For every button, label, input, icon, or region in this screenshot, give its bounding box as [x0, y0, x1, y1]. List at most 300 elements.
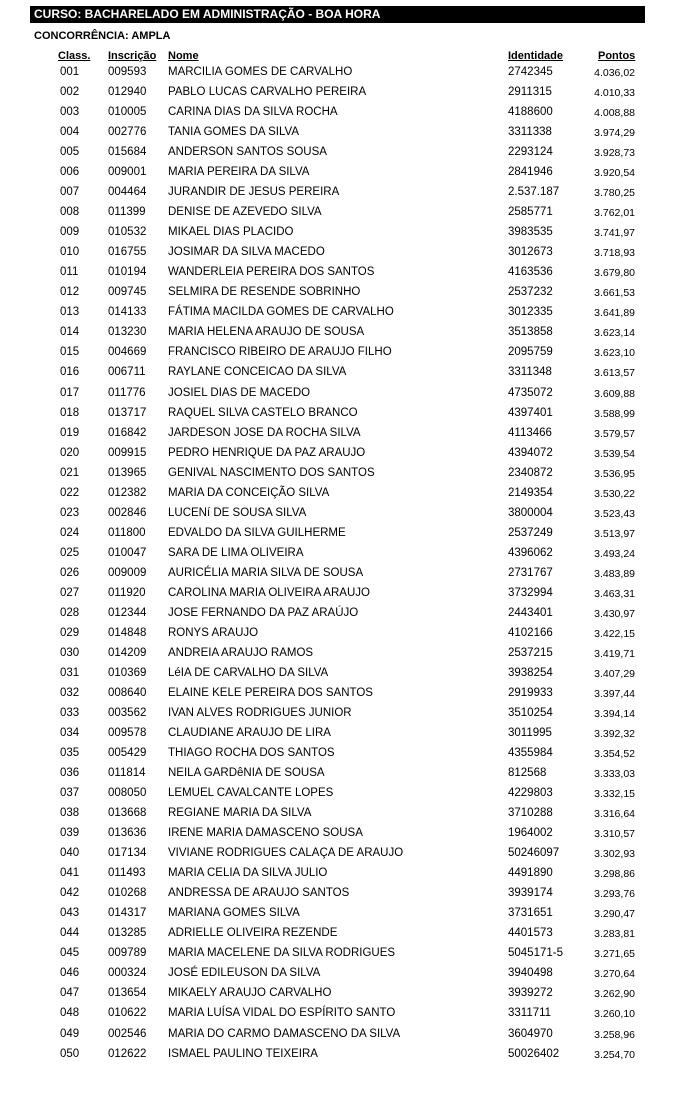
cell-identidade: 3710288 [508, 807, 553, 820]
cell-inscricao: 014209 [108, 646, 147, 659]
cell-nome: MARIA MACELENE DA SILVA RODRIGUES [168, 947, 396, 960]
cell-identidade: 3012673 [508, 246, 553, 259]
header-identidade: Identidade [508, 50, 564, 62]
cell-identidade: 2340872 [508, 466, 553, 479]
cell-pontos: 3.260,10 [594, 1008, 635, 1021]
header-inscricao: Inscrição [108, 50, 157, 62]
cell-identidade: 3731651 [508, 907, 553, 920]
cell-classificacao: 037 [60, 787, 80, 800]
table-row [0, 744, 700, 764]
cell-inscricao: 014848 [108, 626, 147, 639]
cell-pontos: 3.407,29 [594, 667, 635, 680]
cell-classificacao: 014 [60, 326, 80, 339]
cell-pontos: 3.397,44 [594, 687, 635, 700]
cell-identidade: 50246097 [508, 847, 560, 860]
cell-nome: MARIANA GOMES SILVA [168, 907, 300, 920]
cell-inscricao: 013285 [108, 927, 147, 940]
cell-classificacao: 020 [60, 446, 80, 459]
header-class: Class. [58, 50, 91, 62]
results-table [0, 63, 700, 1065]
cell-classificacao: 006 [60, 166, 80, 179]
table-row [0, 544, 700, 564]
cell-classificacao: 003 [60, 106, 80, 119]
table-row [0, 844, 700, 864]
cell-pontos: 3.530,22 [594, 487, 635, 500]
table-row [0, 384, 700, 404]
cell-inscricao: 002846 [108, 506, 147, 519]
cell-pontos: 3.579,57 [594, 427, 635, 440]
cell-identidade: 4735072 [508, 386, 553, 399]
cell-pontos: 3.780,25 [594, 187, 635, 200]
cell-inscricao: 009789 [108, 947, 147, 960]
cell-nome: NEILA GARDêNIA DE SOUSA [168, 767, 325, 780]
cell-inscricao: 013717 [108, 406, 147, 419]
cell-classificacao: 007 [60, 186, 80, 199]
cell-classificacao: 023 [60, 506, 80, 519]
table-row [0, 984, 700, 1004]
cell-pontos: 3.333,03 [594, 768, 635, 781]
cell-nome: MARIA CELIA DA SILVA JULIO [168, 867, 328, 880]
cell-inscricao: 013668 [108, 807, 147, 820]
table-row [0, 223, 700, 243]
cell-identidade: 1964002 [508, 827, 553, 840]
cell-inscricao: 004464 [108, 186, 147, 199]
table-row [0, 83, 700, 103]
cell-pontos: 3.419,71 [594, 647, 635, 660]
cell-inscricao: 002776 [108, 126, 147, 139]
cell-nome: MARIA DA CONCEIÇÃO SILVA [168, 486, 330, 499]
cell-classificacao: 035 [60, 747, 80, 760]
cell-pontos: 3.920,54 [594, 167, 635, 180]
cell-pontos: 3.293,76 [594, 888, 635, 901]
cell-inscricao: 012940 [108, 86, 147, 99]
cell-nome: VIVIANE RODRIGUES CALAÇA DE ARAUJO [168, 847, 404, 860]
cell-pontos: 3.254,70 [594, 1048, 635, 1061]
cell-identidade: 3983535 [508, 226, 553, 239]
cell-identidade: 2537232 [508, 286, 553, 299]
cell-nome: PABLO LUCAS CARVALHO PEREIRA [168, 86, 367, 99]
cell-classificacao: 033 [60, 707, 80, 719]
cell-pontos: 3.493,24 [594, 547, 635, 560]
cell-identidade: 2095759 [508, 346, 553, 359]
cell-nome: LUCENí DE SOUSA SILVA [168, 506, 307, 519]
cell-nome: CARINA DIAS DA SILVA ROCHA [168, 106, 338, 119]
cell-classificacao: 008 [60, 206, 80, 219]
header-pontos: Pontos [598, 50, 636, 62]
cell-pontos: 3.271,65 [594, 948, 635, 961]
cell-pontos: 4.036,02 [594, 67, 635, 79]
cell-classificacao: 039 [60, 827, 80, 840]
cell-classificacao: 009 [60, 226, 80, 239]
cell-inscricao: 000324 [108, 967, 147, 980]
table-row [0, 183, 700, 203]
cell-nome: JARDESON JOSE DA ROCHA SILVA [168, 426, 361, 439]
cell-identidade: 3939272 [508, 987, 553, 1000]
cell-identidade: 3311338 [508, 126, 552, 139]
cell-classificacao: 042 [60, 887, 80, 900]
cell-identidade: 2.537.187 [508, 186, 560, 199]
cell-inscricao: 009745 [108, 286, 147, 299]
table-row [0, 63, 700, 83]
cell-pontos: 3.741,97 [594, 227, 635, 240]
cell-nome: REGIANE MARIA DA SILVA [168, 807, 312, 820]
cell-inscricao: 008640 [108, 686, 147, 699]
cell-pontos: 3.270,64 [594, 968, 635, 981]
cell-classificacao: 004 [60, 126, 80, 139]
cell-nome: MARCILIA GOMES DE CARVALHO [168, 66, 353, 78]
cell-inscricao: 005429 [108, 747, 147, 760]
cell-classificacao: 027 [60, 586, 80, 599]
cell-classificacao: 022 [60, 486, 80, 499]
cell-nome: FRANCISCO RIBEIRO DE ARAUJO FILHO [168, 346, 392, 359]
cell-pontos: 3.523,43 [594, 507, 635, 520]
cell-classificacao: 010 [60, 246, 80, 259]
cell-identidade: 2537249 [508, 526, 553, 539]
cell-classificacao: 041 [60, 867, 80, 880]
cell-identidade: 4188600 [508, 106, 553, 119]
cell-nome: TANIA GOMES DA SILVA [168, 126, 300, 139]
cell-identidade: 3311348 [508, 366, 552, 379]
cell-identidade: 2293124 [508, 146, 553, 159]
cell-identidade: 3011995 [508, 727, 552, 740]
cell-nome: FÁTIMA MACILDA GOMES DE CARVALHO [168, 306, 394, 319]
cell-identidade: 4102166 [508, 626, 553, 639]
cell-identidade: 2911315 [508, 86, 552, 99]
cell-pontos: 3.588,99 [594, 407, 635, 420]
cell-classificacao: 028 [60, 606, 80, 619]
cell-inscricao: 016755 [108, 246, 147, 259]
cell-nome: LéIA DE CARVALHO DA SILVA [168, 666, 329, 679]
cell-pontos: 3.718,93 [594, 247, 635, 260]
table-row [0, 524, 700, 544]
cell-inscricao: 010622 [108, 1007, 147, 1020]
cell-inscricao: 016842 [108, 426, 147, 439]
table-row [0, 143, 700, 163]
cell-inscricao: 010532 [108, 226, 147, 239]
table-row [0, 484, 700, 504]
table-row [0, 1045, 700, 1065]
table-row [0, 804, 700, 824]
cell-identidade: 5045171-5 [508, 947, 563, 960]
cell-pontos: 3.262,90 [594, 988, 635, 1001]
cell-identidade: 3938254 [508, 666, 553, 679]
cell-nome: LEMUEL CAVALCANTE LOPES [168, 787, 334, 800]
table-row [0, 464, 700, 484]
cell-nome: MARIA PEREIRA DA SILVA [168, 166, 310, 179]
table-row [0, 343, 700, 363]
cell-inscricao: 014317 [108, 907, 147, 920]
cell-nome: SARA DE LIMA OLIVEIRA [168, 546, 304, 559]
table-row [0, 363, 700, 383]
table-row [0, 263, 700, 283]
concorrencia-label: CONCORRÊNCIA: AMPLA [34, 30, 171, 42]
table-row [0, 564, 700, 584]
cell-inscricao: 013230 [108, 326, 147, 339]
cell-inscricao: 009915 [108, 446, 147, 459]
cell-nome: EDVALDO DA SILVA GUILHERME [168, 526, 346, 539]
table-row [0, 624, 700, 644]
table-row [0, 704, 700, 724]
cell-identidade: 2537215 [508, 646, 553, 659]
cell-inscricao: 004669 [108, 346, 147, 359]
cell-inscricao: 011920 [108, 586, 146, 599]
cell-pontos: 4.008,88 [594, 107, 635, 120]
cell-nome: CLAUDIANE ARAUJO DE LIRA [168, 727, 331, 740]
cell-nome: AURICÉLIA MARIA SILVA DE SOUSA [168, 566, 364, 579]
cell-pontos: 3.661,53 [594, 287, 635, 300]
cell-nome: ISMAEL PAULINO TEIXEIRA [168, 1047, 318, 1060]
table-row [0, 163, 700, 183]
cell-pontos: 3.483,89 [594, 567, 635, 580]
cell-inscricao: 012382 [108, 486, 147, 499]
cell-identidade: 50026402 [508, 1047, 560, 1060]
cell-classificacao: 025 [60, 546, 80, 559]
table-row [0, 904, 700, 924]
cell-identidade: 3940498 [508, 967, 553, 980]
table-row [0, 283, 700, 303]
table-row [0, 243, 700, 263]
table-row [0, 1025, 700, 1045]
cell-classificacao: 005 [60, 146, 80, 159]
cell-identidade: 3732994 [508, 586, 553, 599]
cell-inscricao: 010369 [108, 666, 147, 679]
cell-classificacao: 016 [60, 366, 80, 379]
cell-inscricao: 009578 [108, 727, 147, 740]
cell-inscricao: 008050 [108, 787, 147, 800]
table-row [0, 584, 700, 604]
cell-nome: MARIA DO CARMO DAMASCENO DA SILVA [168, 1027, 401, 1040]
cell-pontos: 3.283,81 [594, 928, 635, 941]
cell-inscricao: 002546 [108, 1027, 147, 1040]
cell-classificacao: 038 [60, 807, 80, 820]
cell-identidade: 4397401 [508, 406, 553, 419]
cell-pontos: 3.974,29 [594, 127, 635, 140]
cell-identidade: 3513858 [508, 326, 553, 339]
cell-pontos: 3.354,52 [594, 748, 635, 761]
cell-identidade: 4229803 [508, 787, 553, 800]
table-row [0, 764, 700, 784]
cell-identidade: 3939174 [508, 887, 553, 900]
cell-inscricao: 013636 [108, 827, 147, 840]
cell-classificacao: 029 [60, 626, 80, 639]
cell-identidade: 4491890 [508, 867, 553, 880]
cell-pontos: 3.609,88 [594, 387, 635, 400]
table-row [0, 684, 700, 704]
cell-pontos: 3.623,10 [594, 347, 635, 360]
cell-classificacao: 012 [60, 286, 80, 299]
cell-classificacao: 048 [60, 1007, 80, 1020]
cell-pontos: 3.430,97 [594, 607, 635, 620]
cell-nome: IVAN ALVES RODRIGUES JUNIOR [168, 707, 352, 719]
cell-inscricao: 010268 [108, 887, 147, 900]
cell-classificacao: 043 [60, 907, 80, 920]
cell-identidade: 2149354 [508, 486, 553, 499]
cell-identidade: 812568 [508, 767, 547, 780]
cell-identidade: 4163536 [508, 266, 553, 279]
table-row [0, 724, 700, 744]
cell-inscricao: 011814 [108, 767, 146, 780]
cell-nome: JOSIEL DIAS DE MACEDO [168, 386, 311, 399]
cell-inscricao: 013965 [108, 466, 147, 479]
cell-classificacao: 030 [60, 646, 80, 659]
table-row [0, 784, 700, 804]
cell-classificacao: 019 [60, 426, 80, 439]
cell-pontos: 3.332,15 [594, 788, 635, 801]
cell-classificacao: 002 [60, 86, 80, 99]
cell-nome: CAROLINA MARIA OLIVEIRA ARAUJO [168, 586, 370, 599]
cell-pontos: 3.310,57 [594, 828, 635, 841]
table-row [0, 944, 700, 964]
cell-identidade: 2731767 [508, 566, 553, 579]
cell-identidade: 2742345 [508, 66, 553, 78]
cell-classificacao: 046 [60, 967, 80, 980]
cell-nome: MARIA HELENA ARAUJO DE SOUSA [168, 326, 365, 339]
cell-identidade: 4113466 [508, 426, 552, 439]
cell-identidade: 2841946 [508, 166, 553, 179]
table-row [0, 404, 700, 424]
cell-classificacao: 011 [60, 266, 79, 279]
cell-classificacao: 026 [60, 566, 80, 579]
cell-nome: ANDERSON SANTOS SOUSA [168, 146, 327, 159]
cell-identidade: 4394072 [508, 446, 553, 459]
cell-classificacao: 032 [60, 686, 80, 699]
cell-identidade: 3510254 [508, 707, 553, 719]
table-row [0, 303, 700, 323]
cell-nome: MIKAEL DIAS PLACIDO [168, 226, 294, 239]
cell-classificacao: 047 [60, 987, 80, 1000]
cell-pontos: 3.513,97 [594, 527, 635, 540]
cell-nome: MIKAELY ARAUJO CARVALHO [168, 987, 332, 1000]
cell-identidade: 3800004 [508, 506, 553, 519]
table-row [0, 824, 700, 844]
cell-identidade: 3311711 [508, 1007, 552, 1020]
cell-identidade: 3012335 [508, 306, 553, 319]
cell-pontos: 3.536,95 [594, 467, 635, 480]
cell-classificacao: 045 [60, 947, 80, 960]
cell-pontos: 3.613,57 [594, 367, 635, 380]
cell-classificacao: 021 [60, 466, 80, 479]
cell-inscricao: 013654 [108, 987, 147, 1000]
cell-nome: RONYS ARAUJO [168, 626, 259, 639]
cell-classificacao: 049 [60, 1027, 80, 1040]
cell-classificacao: 031 [60, 666, 80, 679]
cell-pontos: 3.928,73 [594, 147, 635, 160]
cell-nome: JOSÉ EDILEUSON DA SILVA [168, 967, 321, 980]
cell-pontos: 3.539,54 [594, 447, 635, 460]
cell-inscricao: 010194 [108, 266, 147, 279]
cell-nome: IRENE MARIA DAMASCENO SOUSA [168, 827, 363, 840]
cell-inscricao: 010047 [108, 546, 147, 559]
cell-pontos: 3.298,86 [594, 868, 635, 881]
cell-identidade: 4355984 [508, 747, 553, 760]
cell-nome: DENISE DE AZEVEDO SILVA [168, 206, 322, 219]
table-row [0, 924, 700, 944]
cell-pontos: 3.290,47 [594, 908, 635, 921]
cell-classificacao: 034 [60, 727, 80, 740]
cell-classificacao: 013 [60, 306, 80, 319]
cell-nome: PEDRO HENRIQUE DA PAZ ARAUJO [168, 446, 366, 459]
cell-inscricao: 012344 [108, 606, 147, 619]
cell-identidade: 2919933 [508, 686, 553, 699]
cell-classificacao: 044 [60, 927, 80, 940]
cell-inscricao: 009593 [108, 66, 147, 78]
cell-inscricao: 014133 [108, 306, 147, 319]
cell-pontos: 3.316,64 [594, 808, 635, 821]
cell-pontos: 4.010,33 [594, 87, 635, 100]
cell-nome: ANDREIA ARAUJO RAMOS [168, 646, 314, 659]
cell-inscricao: 010005 [108, 106, 147, 119]
cell-nome: JURANDIR DE JESUS PEREIRA [168, 186, 340, 199]
cell-identidade: 4396062 [508, 546, 553, 559]
cell-pontos: 3.258,96 [594, 1028, 635, 1041]
cell-classificacao: 024 [60, 526, 80, 539]
table-row [0, 644, 700, 664]
cell-classificacao: 050 [60, 1047, 80, 1060]
cell-nome: JOSIMAR DA SILVA MACEDO [168, 246, 325, 259]
table-row [0, 323, 700, 343]
cell-pontos: 3.302,93 [594, 848, 635, 861]
table-row [0, 444, 700, 464]
cell-nome: RAYLANE CONCEICAO DA SILVA [168, 366, 347, 379]
cell-nome: SELMIRA DE RESENDE SOBRINHO [168, 286, 361, 299]
cell-pontos: 3.641,89 [594, 307, 635, 320]
cell-pontos: 3.463,31 [594, 587, 635, 600]
cell-pontos: 3.422,15 [594, 627, 635, 640]
cell-pontos: 3.679,80 [594, 267, 635, 280]
table-row [0, 103, 700, 123]
header-nome: Nome [168, 50, 199, 62]
table-row [0, 864, 700, 884]
cell-inscricao: 009001 [108, 166, 147, 179]
table-row [0, 664, 700, 684]
cell-inscricao: 012622 [108, 1047, 147, 1060]
cell-nome: JOSE FERNANDO DA PAZ ARAÚJO [168, 606, 359, 619]
cell-identidade: 2585771 [508, 206, 553, 219]
cell-nome: MARIA LUÍSA VIDAL DO ESPÍRITO SANTO [168, 1007, 396, 1020]
cell-inscricao: 009009 [108, 566, 147, 579]
cell-inscricao: 011399 [108, 206, 146, 219]
cell-classificacao: 017 [60, 386, 80, 399]
cell-inscricao: 011776 [108, 386, 146, 399]
cell-inscricao: 017134 [108, 847, 147, 860]
cell-nome: THIAGO ROCHA DOS SANTOS [168, 747, 335, 760]
cell-nome: GENIVAL NASCIMENTO DOS SANTOS [168, 466, 375, 479]
cell-nome: ADRIELLE OLIVEIRA REZENDE [168, 927, 338, 940]
table-row [0, 604, 700, 624]
cell-inscricao: 015684 [108, 146, 147, 159]
cell-pontos: 3.762,01 [594, 207, 635, 220]
cell-nome: RAQUEL SILVA CASTELO BRANCO [168, 406, 358, 419]
table-row [0, 424, 700, 444]
table-row [0, 203, 700, 223]
table-row [0, 884, 700, 904]
cell-pontos: 3.394,14 [594, 708, 635, 720]
table-row [0, 123, 700, 143]
cell-identidade: 4401573 [508, 927, 553, 940]
cell-inscricao: 011800 [108, 526, 146, 539]
cell-identidade: 3604970 [508, 1027, 553, 1040]
cell-inscricao: 003562 [108, 707, 147, 719]
cell-pontos: 3.392,32 [594, 728, 635, 741]
cell-identidade: 2443401 [508, 606, 553, 619]
table-row [0, 1004, 700, 1024]
cell-classificacao: 018 [60, 406, 80, 419]
cell-classificacao: 040 [60, 847, 80, 860]
cell-classificacao: 015 [60, 346, 80, 359]
cell-nome: ANDRESSA DE ARAUJO SANTOS [168, 887, 350, 900]
course-title: CURSO: BACHARELADO EM ADMINISTRAÇÃO - BOA HORA [30, 6, 645, 23]
cell-inscricao: 006711 [108, 366, 146, 379]
